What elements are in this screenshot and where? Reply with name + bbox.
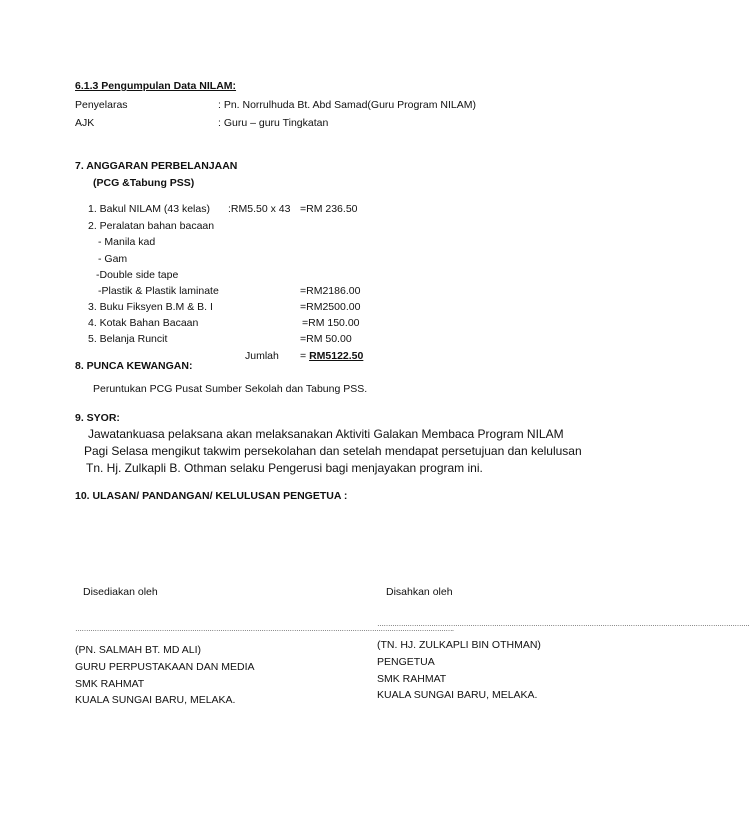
item-2-label: 2. Peralatan bahan bacaan [88,220,215,232]
left-signer-name: (PN. SALMAH BT. MD ALI) [75,644,202,656]
right-signer-school: SMK RAHMAT [377,673,447,685]
left-signer-school: SMK RAHMAT [75,678,145,690]
coordinator-label: Penyelaras [75,99,128,111]
left-signature-line: …………………………………………………………………………………………………………………………………………………………. [75,626,454,633]
total-label: Jumlah [245,350,279,362]
ajk-value: : Guru – guru Tingkatan [218,117,329,129]
item-5-label: 5. Belanja Runcit [88,333,168,345]
section-9-line: Jawatankuasa pelaksana akan melaksanakan Aktiviti Galakan Membaca Program NILAM [88,427,564,441]
right-signature-caption: Disahkan oleh [386,586,453,598]
item-5-amount: =RM 50.00 [300,333,352,345]
section-9-title: 9. SYOR: [75,412,120,424]
ajk-label: AJK [75,117,95,129]
item-4-label: 4. Kotak Bahan Bacaan [88,317,199,329]
section-9-line: Tn. Hj. Zulkapli B. Othman selaku Pengerusi bagi menjayakan program ini. [86,461,483,475]
right-signature-line: ………………………………………………………………………………………………………………………………………………………. [377,621,749,628]
left-signer-address: KUALA SUNGAI BARU, MELAKA. [75,694,236,706]
item-3-label: 3. Buku Fiksyen B.M & B. I [88,301,213,313]
coordinator-value: : Pn. Norrulhuda Bt. Abd Samad(Guru Program NILAM) [218,99,476,111]
section-8-text: Peruntukan PCG Pusat Sumber Sekolah dan Tabung PSS. [93,383,368,395]
section-7-subtitle: (PCG &Tabung PSS) [93,177,195,189]
section-7-title: 7. ANGGARAN PERBELANJAAN [75,160,238,172]
item-1-amount: =RM 236.50 [300,203,358,215]
section-8-title: 8. PUNCA KEWANGAN: [75,360,193,372]
item-2-amount: =RM2186.00 [300,285,361,297]
section-613-title: 6.1.3 Pengumpulan Data NILAM: [75,80,237,92]
sub-item: - Manila kad [98,236,156,248]
section-10-title: 10. ULASAN/ PANDANGAN/ KELULUSAN PENGETUA : [75,490,348,502]
item-1-calc: :RM5.50 x 43 [228,203,291,215]
right-signer-name: (TN. HJ. ZULKAPLI BIN OTHMAN) [377,639,541,651]
item-4-amount: =RM 150.00 [302,317,360,329]
sub-item: -Double side tape [96,269,179,281]
total-value: RM5122.50 [309,350,364,362]
total-amount [300,350,363,363]
right-signer-address: KUALA SUNGAI BARU, MELAKA. [377,689,538,701]
item-3-amount: =RM2500.00 [300,301,361,313]
right-signer-position: PENGETUA [377,656,435,668]
total-eq: = [300,350,310,362]
left-signer-position: GURU PERPUSTAKAAN DAN MEDIA [75,661,255,673]
sub-item: -Plastik & Plastik laminate [98,285,219,297]
left-signature-caption: Disediakan oleh [83,586,158,598]
item-1-label: 1. Bakul NILAM (43 kelas) [88,203,210,215]
section-9-line: Pagi Selasa mengikut takwim persekolahan dan setelah mendapat persetujuan dan kelulusan [84,444,582,458]
sub-item: - Gam [98,253,128,265]
